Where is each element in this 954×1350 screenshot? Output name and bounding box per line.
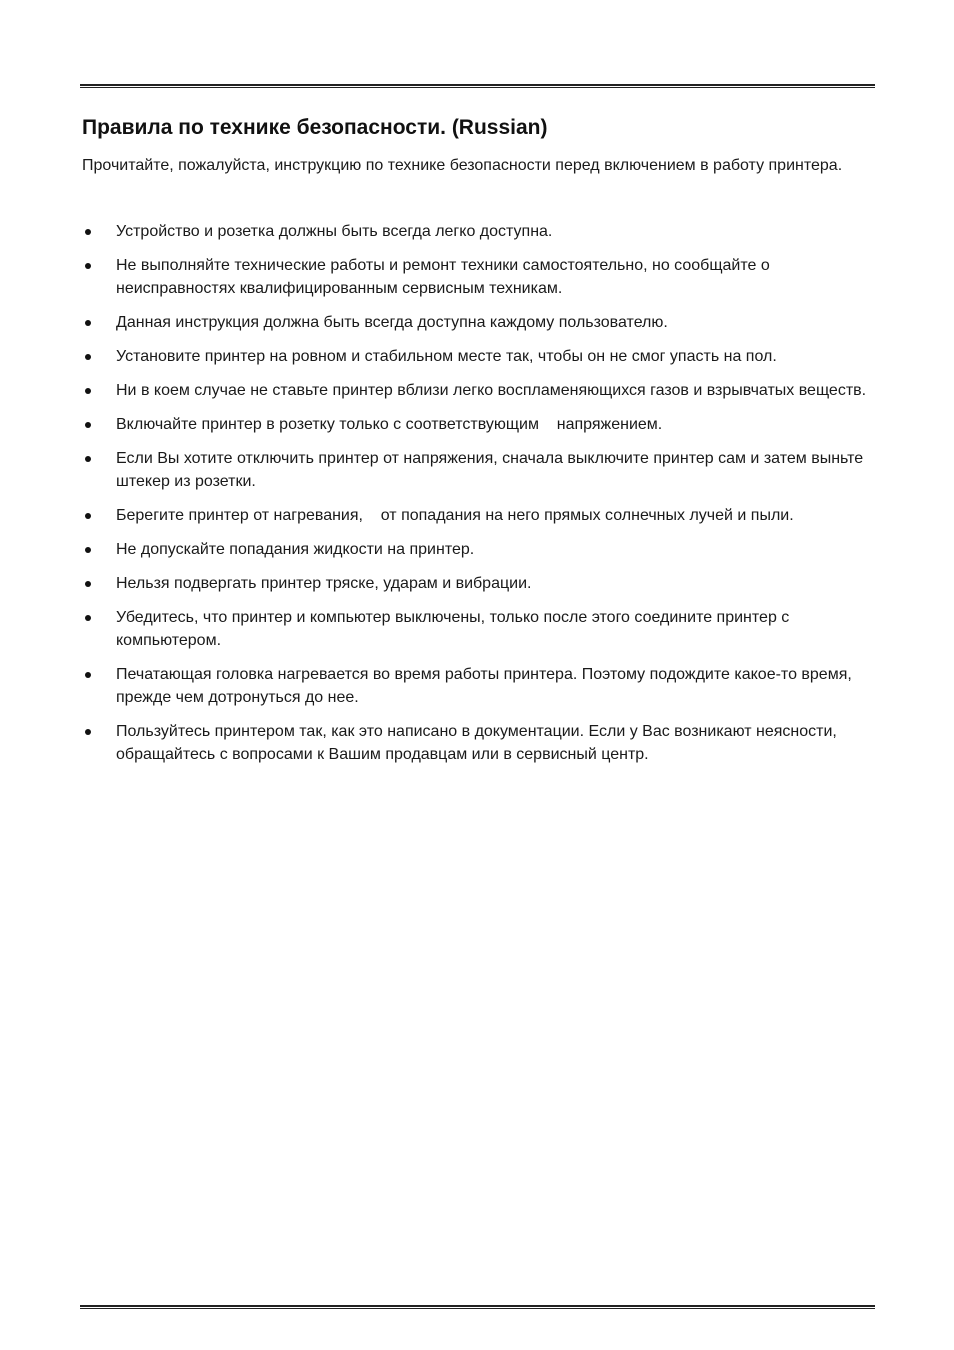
bullet-icon	[85, 263, 91, 269]
list-item	[82, 504, 872, 527]
bullet-icon	[85, 320, 91, 326]
bullet-icon	[85, 229, 91, 235]
bullet-icon	[85, 354, 91, 360]
list-item	[82, 254, 872, 300]
list-item-text: Печатающая головка нагревается во время работы принтера. Поэтому подождите какое-то время, прежде чем дотронуться до нее.	[116, 666, 852, 706]
bullet-icon	[85, 388, 91, 394]
list-item	[82, 606, 872, 652]
bullet-icon	[85, 729, 91, 735]
list-item	[82, 345, 872, 368]
list-item	[82, 538, 872, 561]
footer-rule	[80, 1305, 875, 1309]
list-item	[82, 413, 872, 436]
list-item-text: Нельзя подвергать принтер тряске, ударам и вибрации.	[116, 575, 532, 592]
safety-list	[82, 220, 872, 766]
list-item-text: Установите принтер на ровном и стабильном месте так, чтобы он не смог упасть на пол.	[116, 348, 777, 365]
list-item-text: Пользуйтесь принтером так, как это написано в документации. Если у Вас возникают неясности, обращайтесь с вопросами к Вашим продавцам или в сервисный центр.	[116, 723, 837, 763]
list-item	[82, 572, 872, 595]
list-item	[82, 663, 872, 709]
bullet-icon	[85, 672, 91, 678]
page-title: Правила по технике безопасности. (Russian)	[82, 116, 548, 139]
list-item	[82, 311, 872, 334]
list-item	[82, 720, 872, 766]
list-item	[82, 220, 872, 243]
bullet-icon	[85, 422, 91, 428]
list-item-text: Данная инструкция должна быть всегда доступна каждому пользователю.	[116, 314, 668, 331]
page-content	[82, 114, 872, 777]
intro-paragraph: Прочитайте, пожалуйста, инструкцию по технике безопасности перед включением в работу принтера.	[82, 157, 843, 174]
list-item-text: Не выполняйте технические работы и ремонт техники самостоятельно, но сообщайте о неисправностях квалифицированным сервисным техникам.	[116, 257, 770, 297]
bullet-icon	[85, 615, 91, 621]
bullet-icon	[85, 581, 91, 587]
bullet-icon	[85, 456, 91, 462]
list-item-text: Берегите принтер от нагревания, от попадания на него прямых солнечных лучей и пыли.	[116, 507, 794, 524]
list-item-text: Включайте принтер в розетку только с соответствующим напряжением.	[116, 416, 663, 433]
bullet-icon	[85, 547, 91, 553]
header-rule	[80, 84, 875, 88]
list-item-text: Убедитесь, что принтер и компьютер выключены, только после этого соедините принтер с компьютером.	[116, 609, 790, 649]
list-item	[82, 379, 872, 402]
list-item-text: Ни в коем случае не ставьте принтер вблизи легко воспламеняющихся газов и взрывчатых веществ.	[116, 382, 867, 399]
list-item-text: Устройство и розетка должны быть всегда легко доступна.	[116, 223, 553, 240]
list-item-text: Если Вы хотите отключить принтер от напряжения, сначала выключите принтер сам и затем выньте штекер из розетки.	[116, 450, 864, 490]
list-item-text: Не допускайте попадания жидкости на принтер.	[116, 541, 475, 558]
list-item	[82, 447, 872, 493]
bullet-icon	[85, 513, 91, 519]
